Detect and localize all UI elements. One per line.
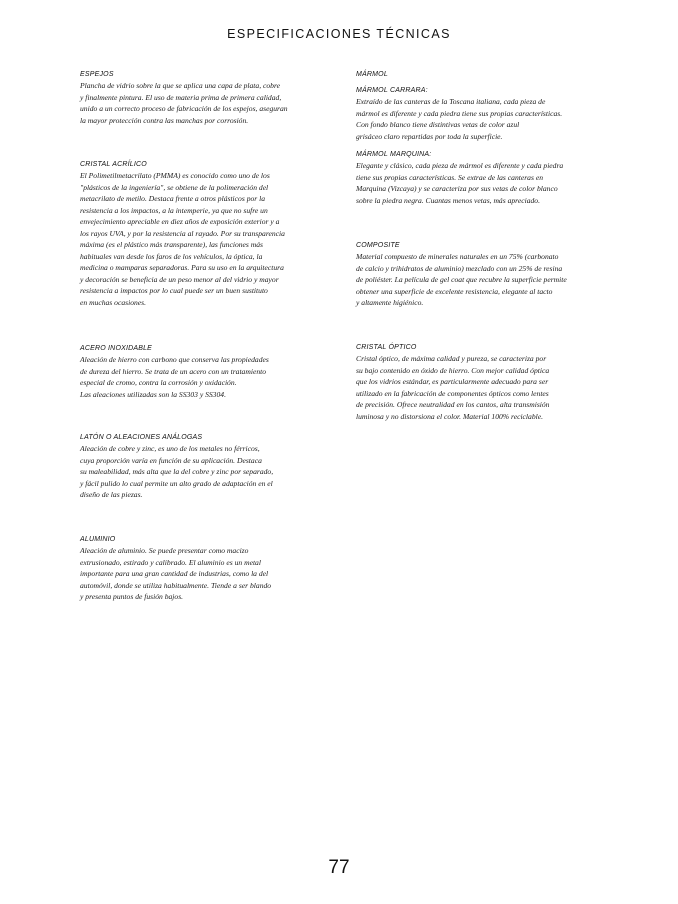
page-number: 77 <box>328 857 350 878</box>
section-heading: ACERO INOXIDABLE <box>80 345 153 352</box>
section-cristal-optico <box>356 343 618 422</box>
section-aluminio <box>80 535 340 603</box>
page-title: ESPECIFICACIONES TÉCNICAS <box>227 27 451 41</box>
section-body: Cristal óptico, de máxima calidad y pureza, se caracteriza por su bajo contenido en óxido de hierro. Con mejor calidad óptica que los vidrios estándar, es particularmente adecuado para ser utilizado en la fabricación de componentes ópticos como lentes de precisión. Ofrece neutralidad en los cantos, alta transmisión luminosa y no distorsiona el color. Material 100% reciclable. <box>356 354 550 421</box>
section-laton <box>80 433 340 501</box>
subsection-body-carrara: Extraído de las canteras de la Toscana italiana, cada pieza de mármol es diferente y cada piedra tiene sus propias características. Con fondo blanco tiene distintivas vetas de color azul grisáceo claro repartidas por toda la superficie. <box>356 97 563 141</box>
section-heading: CRISTAL ACRÍLICO <box>80 161 147 168</box>
section-heading: ALUMINIO <box>80 536 116 543</box>
section-body: Aleación de cobre y zinc, es uno de los metales no férricos, cuya proporción varía en función de su aplicación. Destaca su maleabilidad, más alta que la del cobre y zinc por separado, y fácil pulido lo cual permite un alto grado de adaptación en el diseño de las piezas. <box>80 444 274 499</box>
section-marmol <box>356 70 618 206</box>
section-heading: CRISTAL ÓPTICO <box>356 344 417 351</box>
section-heading: ESPEJOS <box>80 71 114 78</box>
section-heading: COMPOSITE <box>356 242 400 249</box>
section-body: El Polimetilmetacrilato (PMMA) es conocido como uno de los "plásticos de la ingeniería", se obtiene de la polimeración del metacrilato de metilo. Destaca frente a otros plásticos por la resistencia a los impactos, a la intemperie, ya que no sufre un envejecimiento apreciable en diez años de exposición exterior y a los rayos UVA, y por la resistencia al rayado. Por su transparencia máxima (es el plástico más transparente), las funciones más habituales van desde los faros de los vehículos, la óptica, la medicina o mamparas separadoras. Para su uso en la arquitectura y decoración se beneficia de un peso menor al del vidrio y mayor resistencia a impactos por lo cual puede ser un buen sustituto en muchas ocasiones. <box>80 171 285 307</box>
section-body: Aleación de hierro con carbono que conserva las propiedades de dureza del hierro. Se trata de un acero con un tratamiento especial de cromo, contra la corrosión y oxidación. Las aleaciones utilizadas son la SS303 y SS304. <box>80 355 269 399</box>
section-heading: MÁRMOL <box>356 71 388 78</box>
section-acero-inoxidable <box>80 344 340 400</box>
subsection-heading-carrara: MÁRMOL CARRARA: <box>356 87 428 94</box>
section-espejos <box>80 70 340 126</box>
section-composite <box>356 241 618 309</box>
section-cristal-acrilico <box>80 160 340 308</box>
section-body: Plancha de vidrio sobre la que se aplica una capa de plata, cobre y finalmente pintura. El uso de materia prima de primera calidad, unido a un correcto proceso de fabricación de los espejos, aseguran la mayor protección contra las manchas por corrosión. <box>80 81 288 125</box>
subsection-heading-marquina: MÁRMOL MARQUINA: <box>356 151 432 158</box>
section-body: Aleación de aluminio. Se puede presentar como macizo extrusionado, estirado y calibrado. El aluminio es un metal importante para una gran cantidad de industrias, como la del automóvil, donde se utiliza habitualmente. Tiende a ser blando y presenta puntos de fusión bajos. <box>80 546 272 601</box>
section-heading: LATÓN O ALEACIONES ANÁLOGAS <box>80 434 203 441</box>
section-body: Material compuesto de minerales naturales en un 75% (carbonato de calcio y trihidratos de aluminio) mezclado con un 25% de resina de poliéster. La película de gel coat que recubre la superficie permite obtener una superficie de excelente resistencia, elegante al tacto y altamente higiénico. <box>356 252 567 307</box>
subsection-body-marquina: Elegante y clásico, cada pieza de mármol es diferente y cada piedra tiene sus propias características. Se extrae de las canteras en Marquina (Vizcaya) y se caracteriza por sus vetas de color blanco sobre la piedra negra. Cuantas menos vetas, más apreciado. <box>356 161 564 205</box>
